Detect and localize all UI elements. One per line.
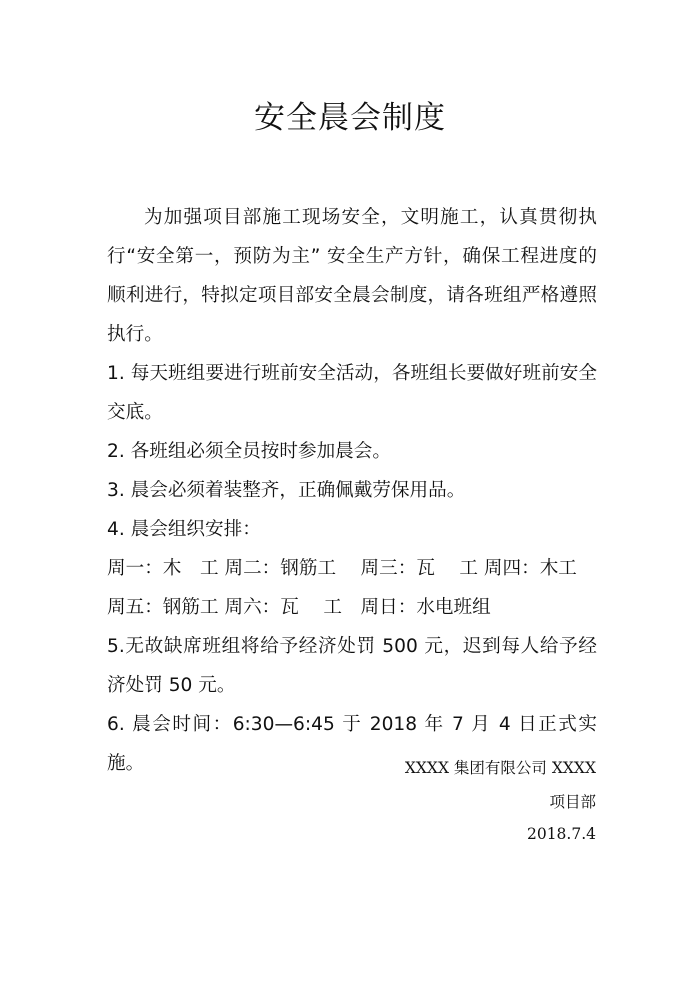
intro-paragraph: 为加强项目部施工现场安全，文明施工，认真贯彻执行“安全第一，预防为主” 安全生产方针，确保工程进度的顺利进行，特拟定项目部安全晨会制度，请各班组严格遵照执行。 [107,207,597,345]
rule-item-3: 3. 晨会必须着装整齐，正确佩戴劳保用品。 [107,480,466,501]
signature-company: XXXX 集团有限公司 XXXX [404,759,596,777]
document-title: 安全晨会制度 [254,100,446,136]
signature-date: 2018.7.4 [526,825,596,843]
schedule-line-2: 周五：钢筋工 周六：瓦 工 周日：水电班组 [107,597,491,618]
document-body [107,198,597,783]
rule-item-2: 2. 各班组必须全员按时参加晨会。 [107,441,391,462]
rule-item-4: 4. 晨会组织安排： [107,519,261,540]
rule-item-5: 5.无故缺席班组将给予经济处罚 500 元，迟到每人给予经济处罚 50 元。 [107,636,597,696]
rule-item-6: 6. 晨会时间：6:30—6:45 于 2018 年 7 月 4 日正式实施。 [107,714,597,774]
signature-department: 项目部 [549,793,596,811]
schedule-line-1: 周一：木 工 周二：钢筋工 周三：瓦 工 周四：木工 [107,558,577,579]
rule-item-1: 1. 每天班组要进行班前安全活动，各班组长要做好班前安全交底。 [107,363,597,423]
